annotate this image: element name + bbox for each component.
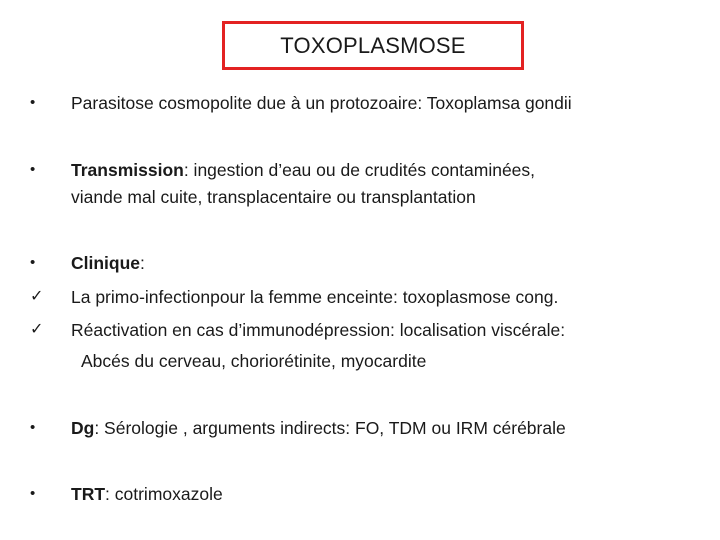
slide-title: TOXOPLASMOSE	[280, 32, 466, 58]
checkmark-icon: ✓	[30, 321, 44, 338]
bullet-text: Parasitose cosmopolite due à un protozoaire: Toxoplamsa gondii	[71, 93, 572, 113]
title-box	[222, 21, 524, 70]
check-text-continued: Abcés du cerveau, choriorétinite, myocardite	[81, 351, 427, 371]
bullet-dot-icon: •	[30, 419, 36, 436]
bullet-dot-icon: •	[30, 485, 36, 502]
transmission-label: Transmission	[71, 160, 184, 180]
trt-label: TRT	[71, 484, 106, 504]
bullet-dot-icon: •	[30, 161, 36, 178]
dg-label: Dg	[71, 418, 95, 438]
clinique-colon: :	[140, 253, 145, 273]
trt-text: : cotrimoxazole	[105, 484, 223, 504]
dg-text: : Sérologie , arguments indirects: FO, TDM ou IRM cérébrale	[94, 418, 566, 438]
checkmark-icon: ✓	[30, 288, 44, 305]
check-text: Réactivation en cas d’immunodépression: localisation viscérale:	[71, 320, 566, 340]
transmission-text-line2: viande mal cuite, transplacentaire ou transplantation	[71, 187, 476, 207]
bullet-dot-icon: •	[30, 94, 36, 111]
clinique-label: Clinique	[71, 253, 141, 273]
bullet-dot-icon: •	[30, 254, 36, 271]
transmission-text-line1: : ingestion d’eau ou de crudités contaminées,	[183, 160, 536, 180]
check-text: La primo-infectionpour la femme enceinte: toxoplasmose cong.	[71, 287, 559, 307]
